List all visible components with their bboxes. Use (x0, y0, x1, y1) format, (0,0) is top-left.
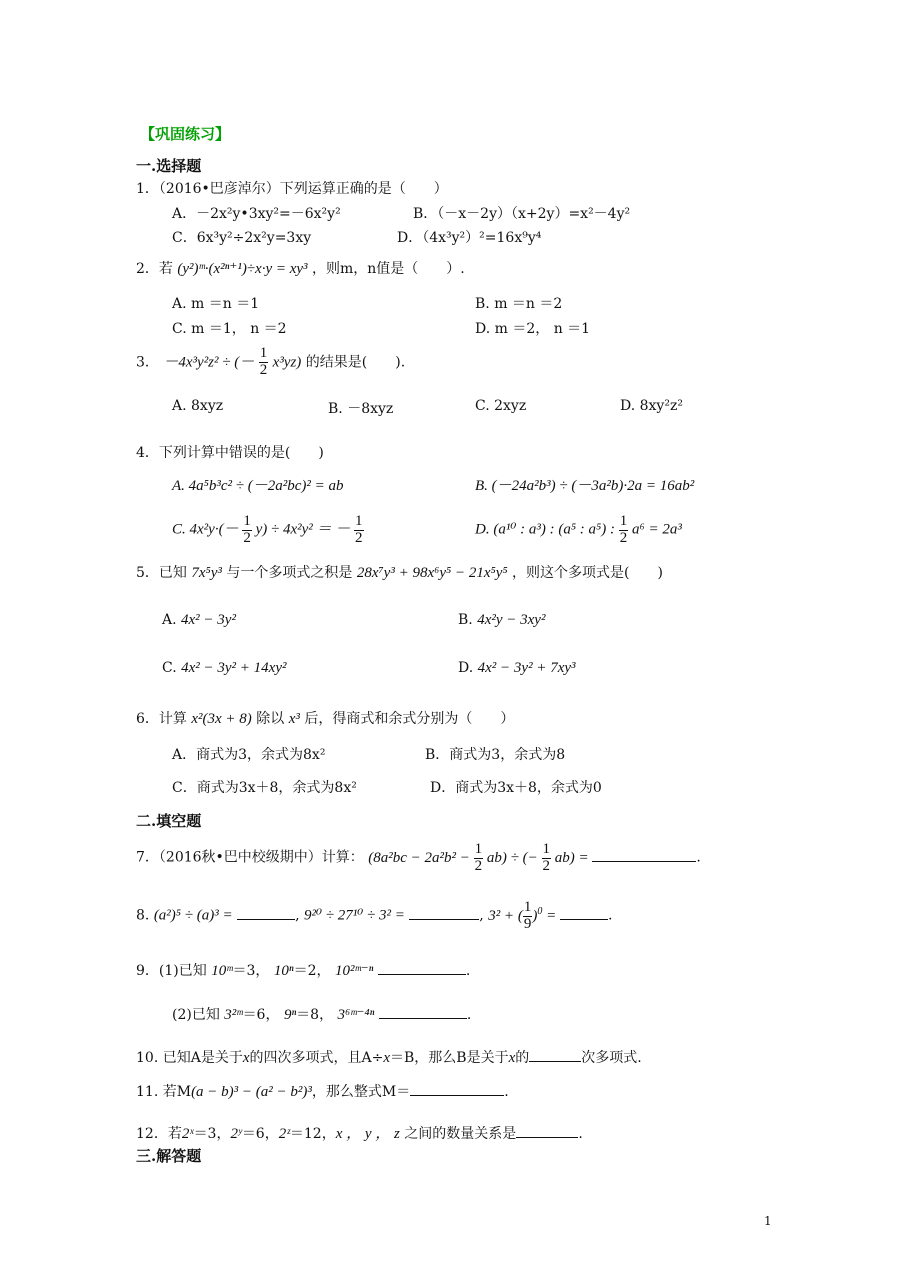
q6-option-b: B．商式为3，余式为8 (425, 747, 566, 763)
q2-tail: ，则m，n值是（ ）. (312, 261, 465, 277)
q2-option-a: A. m ＝n ＝1 (172, 296, 260, 312)
q5-option-d: D. 4x² − 3y² + 7xy³ (458, 660, 576, 676)
q7-stem: 7．（2016秋•巴中校级期中）计算： (8a²bc − 2a²b² − $\frac{1}{2}$ ab) ÷ (− $\frac{1}{2}$ ab) = . (136, 841, 701, 874)
q7-answer-blank[interactable] (592, 849, 696, 862)
page-number: 1 (764, 1214, 772, 1228)
q6-divisor: x³ (288, 711, 300, 727)
q3-expression: －4x³y²z² ÷ (－ (163, 354, 255, 371)
q10-stem: 10. 已知A是关于x的四次多项式，且A÷x＝B，那么B是关于x的 次多项式. (136, 1050, 642, 1066)
q11-stem: 11. 若M(a − b)³ − (a² − b²)³，那么整式M＝ . (136, 1084, 509, 1100)
q3-fraction: $\frac{1}{2}$ (259, 345, 268, 378)
q5-option-c: C. 4x² − 3y² + 14xy² (162, 660, 287, 676)
q3-option-c: C. 2xyz (475, 398, 527, 414)
q8-blank-2[interactable] (409, 907, 479, 920)
q2-number: 2．若 (136, 261, 173, 277)
q8-stem: 8. (a²)⁵ ÷ (a)³ = , 9²⁰ ÷ 27¹⁰ ÷ 3² = , 3² + ( $\frac{1}{9}$ )$^0$ = . (136, 899, 613, 932)
q3-option-b: B. －8xyz (328, 401, 394, 417)
q12-stem: 12．若2ˣ＝3，2ʸ＝6，2ᶻ＝12，x ， y ， z 之间的数量关系是 . (136, 1126, 583, 1142)
q5-option-a: A. 4x² − 3y² (162, 612, 236, 628)
q3-option-d: D. 8xy²z² (620, 398, 683, 414)
q4-c-fraction: $\frac{1}{2}$ (243, 513, 251, 546)
q6-expression: x²(3x + 8) (191, 711, 252, 727)
q4-option-b: B. (－24a²b³) ÷ (－3a²b)·2a = 16ab² (475, 478, 695, 494)
q5-monomial: 7x⁵y³ (191, 565, 222, 581)
q2-option-b: B. m ＝n ＝2 (475, 296, 563, 312)
q10-blank[interactable] (529, 1049, 581, 1062)
q4-stem: 4．下列计算中错误的是( ) (136, 445, 324, 461)
q8-blank-3[interactable] (560, 907, 608, 920)
q9-part-2: (2)已知 3²ᵐ＝6， 9ⁿ＝8， 3⁶ᵐ⁻⁴ⁿ . (172, 1007, 472, 1023)
section-title: 【巩固练习】 (140, 125, 231, 143)
q2-stem (136, 258, 465, 278)
q8-expr-3: 3² + ( $\frac{1}{9}$ )$^0$ = (488, 899, 557, 932)
q6-option-c: C．商式为3x＋8，余式为8x² (172, 780, 357, 796)
q3-number: 3． (136, 354, 159, 371)
section-solve-heading: 三.解答题 (136, 1147, 202, 1165)
q6-stem: 6．计算 x²(3x + 8) 除以 x³ 后，得商式和余式分别为（ ） (136, 711, 515, 727)
q4-option-a: A. 4a⁵b³c² ÷ (－2a²bc)² = ab (172, 478, 344, 494)
q2-option-c: C. m ＝1， n ＝2 (172, 321, 287, 337)
q5-product: 28x⁷y³ + 98x⁶y⁵ − 21x⁵y⁵ (356, 565, 508, 581)
q6-option-a: A．商式为3，余式为8x² (172, 747, 326, 763)
q8-expr-2: 9²⁰ ÷ 27¹⁰ ÷ 3² = (303, 907, 405, 924)
q3-expression-tail: x³yz) (272, 354, 302, 371)
q4-option-d: D. (a¹⁰ : a³) : (a⁵ : a⁵) : $\frac{1}{2}$ a⁶ = 2a³ (475, 513, 682, 546)
q11-blank[interactable] (410, 1083, 504, 1096)
section-fill-heading: 二.填空题 (136, 812, 202, 830)
q4-d-fraction: $\frac{1}{2}$ (619, 513, 628, 546)
q4-c-fraction-2: $\frac{1}{2}$ (355, 513, 363, 546)
q3-option-a: A. 8xyz (172, 398, 224, 414)
q3-tail: 的结果是( ). (305, 354, 406, 371)
q6-option-d: D．商式为3x＋8，余式为0 (430, 780, 602, 796)
q4-option-c: C. 4x²y·(－ $\frac{1}{2}$ y) ÷ 4x²y² ＝ － $\frac{1}{2}$ (172, 513, 363, 546)
q11-expression: (a − b)³ − (a² − b²)³ (191, 1084, 312, 1100)
q1-option-a: A．－2x²y•3xy²=－6x²y² (172, 206, 341, 222)
q3-stem (136, 346, 405, 379)
q9-blank-1[interactable] (378, 962, 466, 975)
q2-expression: (y²)ᵐ·(x²ⁿ⁺¹)÷x·y = xy³ (177, 261, 308, 277)
q1-option-b: B．（－x－2y）（x+2y）=x²－4y² (413, 206, 631, 222)
q7-expression: (8a²bc − 2a²b² − $\frac{1}{2}$ ab) ÷ (− $\frac{1}{2}$ ab) = (368, 841, 589, 874)
q2-option-d: D. m ＝2， n ＝1 (475, 321, 591, 337)
q1-option-c: C．6x³y²÷2x²y=3xy (172, 230, 312, 246)
q12-blank[interactable] (516, 1125, 578, 1138)
q8-blank-1[interactable] (237, 907, 295, 920)
q1-option-d: D．（4x³y²）²=16x⁹y⁴ (397, 230, 542, 246)
q8-expr-1: (a²)⁵ ÷ (a)³ = (153, 907, 233, 924)
q1-stem: 1．（2016•巴彦淖尔）下列运算正确的是（ ） (136, 181, 448, 197)
q9-blank-2[interactable] (379, 1006, 467, 1019)
q5-stem: 5．已知 7x⁵y³ 与一个多项式之积是 28x⁷y³ + 98x⁶y⁵ − 21x⁵y⁵ ，则这个多项式是( ) (136, 565, 663, 581)
q5-option-b: B. 4x²y − 3xy² (458, 612, 546, 628)
q9-part-1: 9．(1)已知 10ᵐ＝3， 10ⁿ＝2， 10²ᵐ⁻ⁿ . (136, 963, 471, 979)
section-choice-heading: 一.选择题 (136, 157, 202, 175)
